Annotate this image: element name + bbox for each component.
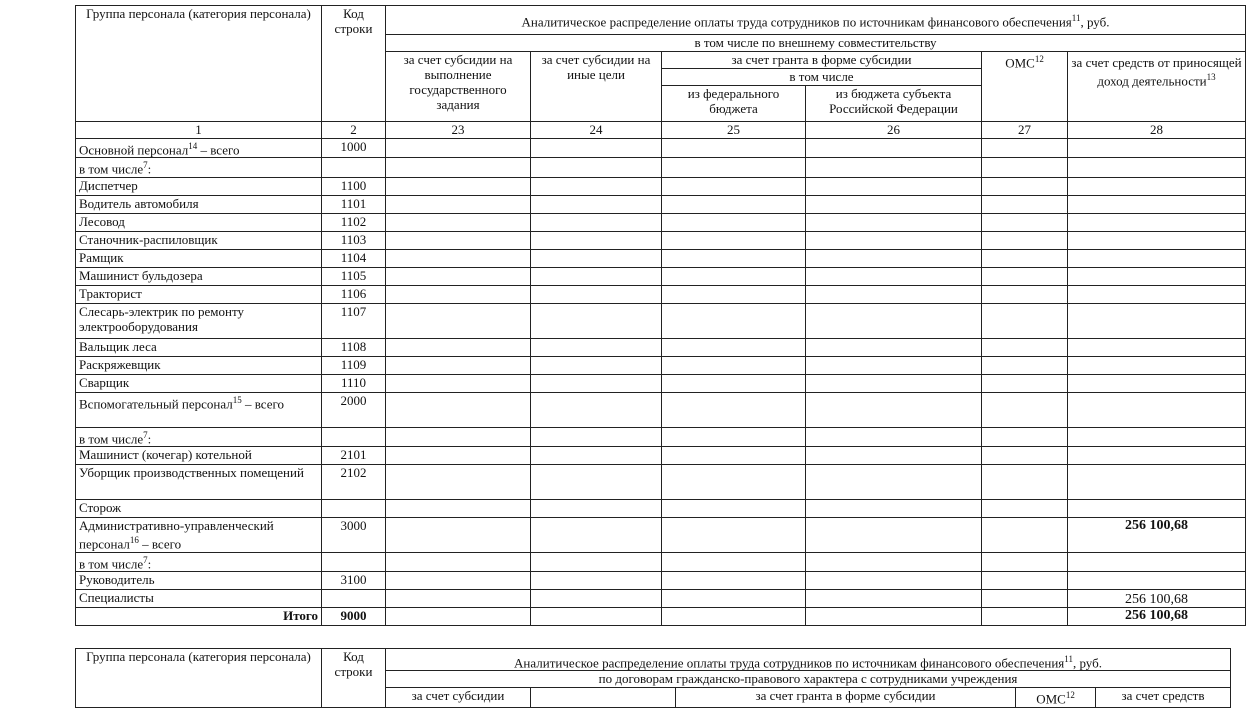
value-cell	[662, 249, 806, 267]
value-cell	[662, 158, 806, 177]
table-row	[76, 213, 1246, 231]
row-name: Сторож	[76, 499, 322, 517]
value-cell	[531, 158, 662, 177]
value-cell	[531, 446, 662, 464]
table-body	[76, 139, 1246, 626]
row-name: Станочник-распиловщик	[76, 231, 322, 249]
value-cell	[806, 139, 982, 158]
row-name: Раскряжевщик	[76, 356, 322, 374]
value-cell	[806, 608, 982, 626]
table-row	[76, 499, 1246, 517]
row-code: 3000	[322, 517, 386, 552]
value-cell	[662, 303, 806, 338]
value-cell	[806, 267, 982, 285]
table-row	[76, 139, 1246, 158]
row-name: Руководитель	[76, 572, 322, 590]
value-cell-28	[1068, 572, 1246, 590]
table-row	[76, 285, 1246, 303]
t2-header-code: Код строки	[322, 649, 386, 708]
table-row	[76, 552, 1246, 571]
row-code: 2000	[322, 392, 386, 427]
value-cell	[386, 356, 531, 374]
value-cell-28	[1068, 464, 1246, 499]
col-number: 1	[76, 122, 322, 139]
value-cell-28	[1068, 392, 1246, 427]
row-code	[322, 427, 386, 446]
value-cell	[386, 464, 531, 499]
value-cell	[531, 464, 662, 499]
header-main-title: Аналитическое распределение оплаты труда сотрудников по источникам финансового обеспечения$^{11}$, руб.	[386, 6, 1246, 35]
value-cell	[982, 285, 1068, 303]
value-cell	[386, 195, 531, 213]
table-row	[76, 517, 1246, 552]
row-name: Лесовод	[76, 213, 322, 231]
row-code: 1108	[322, 338, 386, 356]
value-cell	[531, 608, 662, 626]
value-cell	[982, 590, 1068, 608]
row-name: Тракторист	[76, 285, 322, 303]
value-cell	[806, 249, 982, 267]
value-cell-28	[1068, 285, 1246, 303]
t2-header-subtitle: по договорам гражданско-правового характера с сотрудниками учреждения	[386, 671, 1231, 688]
t2-header-empty	[531, 688, 676, 708]
value-cell	[982, 158, 1068, 177]
payroll-table	[75, 5, 1246, 626]
table-row	[76, 590, 1246, 608]
value-cell-28: 256 100,68	[1068, 517, 1246, 552]
value-cell-28	[1068, 499, 1246, 517]
value-cell	[386, 249, 531, 267]
value-cell	[982, 303, 1068, 338]
value-cell	[386, 590, 531, 608]
value-cell-28	[1068, 427, 1246, 446]
value-cell	[662, 356, 806, 374]
header-group: Группа персонала (категория персонала)	[76, 6, 322, 122]
value-cell	[662, 338, 806, 356]
row-code: 1102	[322, 213, 386, 231]
value-cell	[806, 464, 982, 499]
value-cell	[982, 552, 1068, 571]
header-grant-incl: в том числе	[662, 69, 982, 86]
value-cell-28	[1068, 356, 1246, 374]
row-name: Слесарь-электрик по ремонту электрооборудования	[76, 303, 322, 338]
value-cell	[662, 374, 806, 392]
value-cell	[982, 195, 1068, 213]
t2-header-group: Группа персонала (категория персонала)	[76, 649, 322, 708]
row-code: 1107	[322, 303, 386, 338]
value-cell	[662, 608, 806, 626]
value-cell	[386, 213, 531, 231]
value-cell	[662, 231, 806, 249]
row-name: Машинист (кочегар) котельной	[76, 446, 322, 464]
value-cell	[386, 374, 531, 392]
row-name: Специалисты	[76, 590, 322, 608]
t2-header-income: за счет средств	[1096, 688, 1231, 708]
value-cell	[386, 572, 531, 590]
table-row	[76, 572, 1246, 590]
row-code: 2101	[322, 446, 386, 464]
value-cell-28	[1068, 231, 1246, 249]
value-cell	[386, 231, 531, 249]
value-cell	[386, 158, 531, 177]
header-subtitle: в том числе по внешнему совместительству	[386, 35, 1246, 52]
value-cell	[982, 267, 1068, 285]
value-cell	[662, 517, 806, 552]
value-cell	[531, 552, 662, 571]
value-cell	[662, 195, 806, 213]
table-row	[76, 195, 1246, 213]
value-cell	[662, 446, 806, 464]
value-cell	[531, 374, 662, 392]
value-cell	[662, 392, 806, 427]
t2-header-subsidy: за счет субсидии	[386, 688, 531, 708]
value-cell	[806, 285, 982, 303]
row-code: 1103	[322, 231, 386, 249]
value-cell-28	[1068, 177, 1246, 195]
value-cell	[982, 427, 1068, 446]
value-cell-28	[1068, 195, 1246, 213]
value-cell	[386, 303, 531, 338]
row-code: 1100	[322, 177, 386, 195]
table-row	[76, 303, 1246, 338]
value-cell	[982, 338, 1068, 356]
value-cell-28	[1068, 338, 1246, 356]
row-name: Сварщик	[76, 374, 322, 392]
header-grant: за счет гранта в форме субсидии	[662, 52, 982, 69]
value-cell-28	[1068, 139, 1246, 158]
value-cell-28	[1068, 552, 1246, 571]
table-row	[76, 267, 1246, 285]
column-numbers-row	[76, 122, 1246, 139]
value-cell	[531, 356, 662, 374]
value-cell-28	[1068, 446, 1246, 464]
value-cell	[662, 285, 806, 303]
table-row	[76, 427, 1246, 446]
header-col25: из федерального бюджета	[662, 86, 806, 122]
col-number: 25	[662, 122, 806, 139]
value-cell-28	[1068, 303, 1246, 338]
row-name: Вальщик леса	[76, 338, 322, 356]
value-cell	[531, 590, 662, 608]
value-cell	[531, 177, 662, 195]
value-cell	[531, 427, 662, 446]
row-name: Диспетчер	[76, 177, 322, 195]
value-cell	[386, 427, 531, 446]
row-name: Основной персонал$^{14}$ – всего	[76, 139, 322, 158]
value-cell	[662, 552, 806, 571]
row-name: Уборщик производственных помещений	[76, 464, 322, 499]
value-cell	[806, 552, 982, 571]
value-cell	[662, 267, 806, 285]
row-code: 3100	[322, 572, 386, 590]
table-row	[76, 356, 1246, 374]
table-row	[76, 392, 1246, 427]
t2-header-grant: за счет гранта в форме субсидии	[676, 688, 1016, 708]
col-number: 2	[322, 122, 386, 139]
row-code: 1106	[322, 285, 386, 303]
value-cell	[982, 139, 1068, 158]
value-cell-28: 256 100,68	[1068, 608, 1246, 626]
value-cell	[806, 499, 982, 517]
value-cell-28	[1068, 213, 1246, 231]
value-cell	[662, 427, 806, 446]
row-name: в том числе$^7$:	[76, 158, 322, 177]
row-code: 1110	[322, 374, 386, 392]
value-cell	[806, 427, 982, 446]
header-col23: за счет субсидии на выполнение государственного задания	[386, 52, 531, 122]
value-cell	[386, 177, 531, 195]
row-name: Машинист бульдозера	[76, 267, 322, 285]
value-cell	[386, 499, 531, 517]
row-name: Административно-управленческий персонал$^{16}$ – всего	[76, 517, 322, 552]
value-cell-28	[1068, 267, 1246, 285]
header-code: Код строки	[322, 6, 386, 122]
col-number: 23	[386, 122, 531, 139]
value-cell	[386, 392, 531, 427]
value-cell	[806, 392, 982, 427]
value-cell	[662, 139, 806, 158]
row-name: в том числе$^7$:	[76, 427, 322, 446]
t2-header-oms: ОМС$^{12}$	[1016, 688, 1096, 708]
value-cell	[982, 608, 1068, 626]
value-cell	[662, 572, 806, 590]
value-cell	[806, 517, 982, 552]
value-cell	[531, 213, 662, 231]
row-code: 1000	[322, 139, 386, 158]
value-cell-28	[1068, 158, 1246, 177]
row-code: 1105	[322, 267, 386, 285]
value-cell	[806, 213, 982, 231]
table-row	[76, 446, 1246, 464]
value-cell	[662, 499, 806, 517]
value-cell	[531, 572, 662, 590]
value-cell	[531, 285, 662, 303]
table-row	[76, 338, 1246, 356]
row-code: 1101	[322, 195, 386, 213]
row-code: 1109	[322, 356, 386, 374]
value-cell-28	[1068, 249, 1246, 267]
value-cell	[806, 590, 982, 608]
value-cell	[531, 303, 662, 338]
value-cell	[806, 446, 982, 464]
value-cell	[531, 195, 662, 213]
value-cell	[386, 446, 531, 464]
value-cell-28	[1068, 374, 1246, 392]
col-number: 26	[806, 122, 982, 139]
value-cell	[806, 231, 982, 249]
row-code	[322, 499, 386, 517]
table-row	[76, 231, 1246, 249]
value-cell	[531, 392, 662, 427]
value-cell	[386, 285, 531, 303]
payroll-table-2	[75, 648, 1231, 708]
row-name: Водитель автомобиля	[76, 195, 322, 213]
value-cell	[982, 499, 1068, 517]
value-cell	[982, 517, 1068, 552]
value-cell	[531, 249, 662, 267]
value-cell-28: 256 100,68	[1068, 590, 1246, 608]
value-cell	[386, 267, 531, 285]
value-cell	[531, 517, 662, 552]
table-row	[76, 464, 1246, 499]
header-col26: из бюджета субъекта Российской Федерации	[806, 86, 982, 122]
value-cell	[386, 552, 531, 571]
value-cell	[662, 213, 806, 231]
col-number: 24	[531, 122, 662, 139]
row-code: 2102	[322, 464, 386, 499]
row-code	[322, 552, 386, 571]
row-name: Рамщик	[76, 249, 322, 267]
value-cell	[806, 338, 982, 356]
table-row	[76, 374, 1246, 392]
table-row	[76, 608, 1246, 626]
value-cell	[806, 572, 982, 590]
value-cell	[531, 231, 662, 249]
value-cell	[662, 177, 806, 195]
value-cell	[662, 590, 806, 608]
col-number: 28	[1068, 122, 1246, 139]
table-row	[76, 249, 1246, 267]
value-cell	[806, 177, 982, 195]
value-cell	[982, 356, 1068, 374]
value-cell	[531, 267, 662, 285]
header-col27: ОМС$^{12}$	[982, 52, 1068, 122]
value-cell	[531, 139, 662, 158]
value-cell	[982, 392, 1068, 427]
row-code	[322, 158, 386, 177]
value-cell	[386, 338, 531, 356]
value-cell	[662, 464, 806, 499]
col-number: 27	[982, 122, 1068, 139]
value-cell	[531, 338, 662, 356]
t2-header-main-title: Аналитическое распределение оплаты труда сотрудников по источникам финансового обеспечения$^{11}$, руб.	[386, 649, 1231, 671]
table-row	[76, 177, 1246, 195]
value-cell	[386, 517, 531, 552]
value-cell	[806, 303, 982, 338]
value-cell	[531, 499, 662, 517]
value-cell	[982, 231, 1068, 249]
row-code	[322, 590, 386, 608]
value-cell	[806, 374, 982, 392]
row-code: 1104	[322, 249, 386, 267]
row-name: в том числе$^7$:	[76, 552, 322, 571]
row-name: Вспомогательный персонал$^{15}$ – всего	[76, 392, 322, 427]
table-row	[76, 158, 1246, 177]
value-cell	[806, 195, 982, 213]
value-cell	[982, 464, 1068, 499]
value-cell	[982, 374, 1068, 392]
value-cell	[982, 446, 1068, 464]
header-col24: за счет субсидии на иные цели	[531, 52, 662, 122]
value-cell	[806, 356, 982, 374]
value-cell	[982, 213, 1068, 231]
value-cell	[982, 572, 1068, 590]
value-cell	[982, 249, 1068, 267]
header-col28: за счет средств от приносящей доход деятельности$^{13}$	[1068, 52, 1246, 122]
value-cell	[982, 177, 1068, 195]
row-name: Итого	[76, 608, 322, 626]
value-cell	[386, 608, 531, 626]
value-cell	[386, 139, 531, 158]
value-cell	[806, 158, 982, 177]
row-code: 9000	[322, 608, 386, 626]
